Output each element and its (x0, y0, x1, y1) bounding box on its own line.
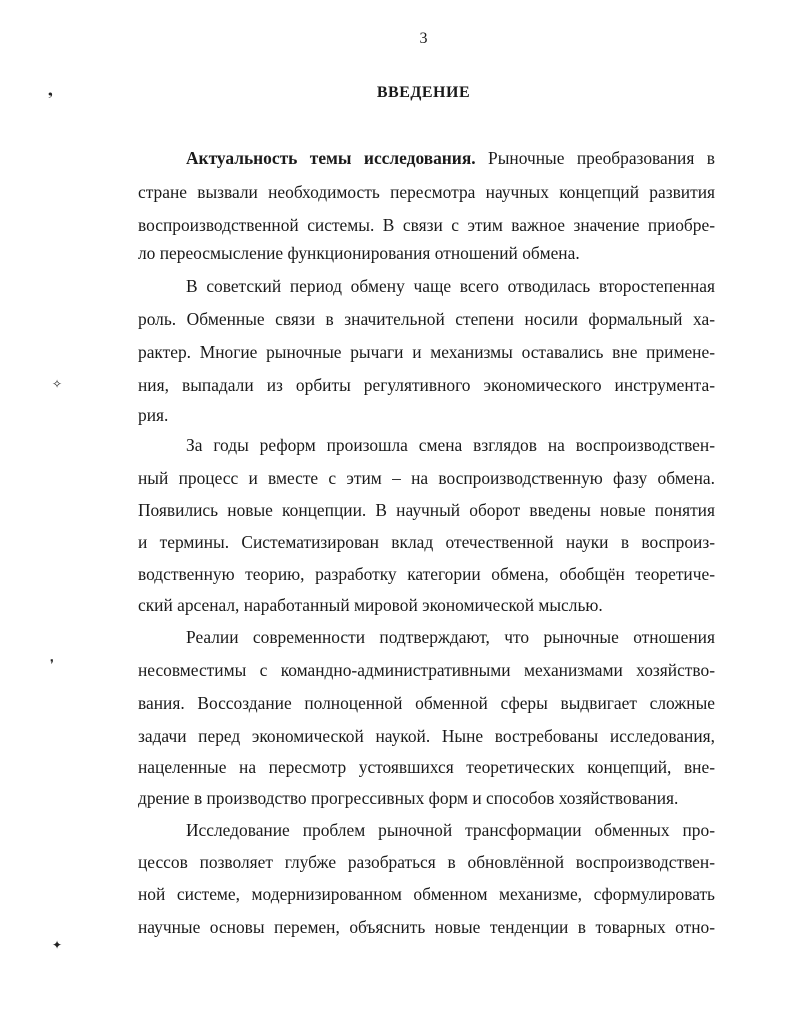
text-line: ло переосмысление функционирования отношений обмена. (138, 243, 580, 263)
text-line: воспроизводственной системы. В связи с этим важное значение приобре- (138, 215, 715, 235)
text-line: и термины. Систематизирован вклад отечественной науки в воспроиз- (138, 532, 715, 552)
text-line: дрение в производство прогрессивных форм и способов хозяйствования. (138, 788, 679, 808)
line-text: Рыночные преобразования в (475, 148, 716, 168)
text-line: Исследование проблем рыночной трансформации обменных про- (186, 820, 715, 840)
text-line: водственную теорию, разработку категории обмена, обобщён теоретиче- (138, 564, 715, 584)
lead-bold-text: Актуальность темы исследования. (186, 148, 476, 168)
text-line: В советский период обмену чаще всего отводилась второстепенная (186, 276, 715, 296)
text-line: научные основы перемен, объяснить новые тенденции в товарных отно- (138, 917, 715, 937)
margin-mark-3: ❜ (50, 657, 54, 671)
section-heading: ВВЕДЕНИЕ (376, 84, 471, 101)
text-line: ский арсенал, наработанный мировой экономической мыслью. (138, 595, 603, 615)
margin-mark-2: ✧ (52, 377, 63, 391)
text-line: цессов позволяет глубже разобраться в обновлённой воспроизводствен- (138, 852, 715, 872)
text-line: ной системе, модернизированном обменном механизме, сформулировать (138, 884, 715, 904)
margin-mark-4: ✦ (52, 938, 63, 952)
text-line: Реалии современности подтверждают, что рыночные отношения (186, 627, 715, 647)
text-line: Появились новые концепции. В научный оборот введены новые понятия (138, 500, 715, 520)
text-line: несовместимы с командно-административными механизмами хозяйство- (138, 660, 715, 680)
text-line: нацеленные на пересмотр устоявшихся теоретических концепций, вне- (138, 757, 715, 777)
text-line: задачи перед экономической наукой. Ныне востребованы исследования, (138, 726, 715, 746)
text-line: За годы реформ произошла смена взглядов на воспроизводствен- (186, 435, 715, 455)
margin-mark-1: ❟ (48, 84, 53, 98)
text-line: рактер. Многие рыночные рычаги и механизмы оставались вне примене- (138, 342, 715, 362)
text-line: рия. (138, 405, 169, 425)
text-line: ный процесс и вместе с этим – на воспроизводственную фазу обмена. (138, 468, 715, 488)
text-line: вания. Воссоздание полноценной обменной сферы выдвигает сложные (138, 693, 715, 713)
page-number: 3 (419, 30, 428, 47)
text-line: ния, выпадали из орбиты регулятивного экономического инструмента- (138, 375, 715, 395)
text-line (186, 148, 715, 168)
text-line: стране вызвали необходимость пересмотра научных концепций развития (138, 182, 715, 202)
text-line: роль. Обменные связи в значительной степени носили формальный ха- (138, 309, 715, 329)
